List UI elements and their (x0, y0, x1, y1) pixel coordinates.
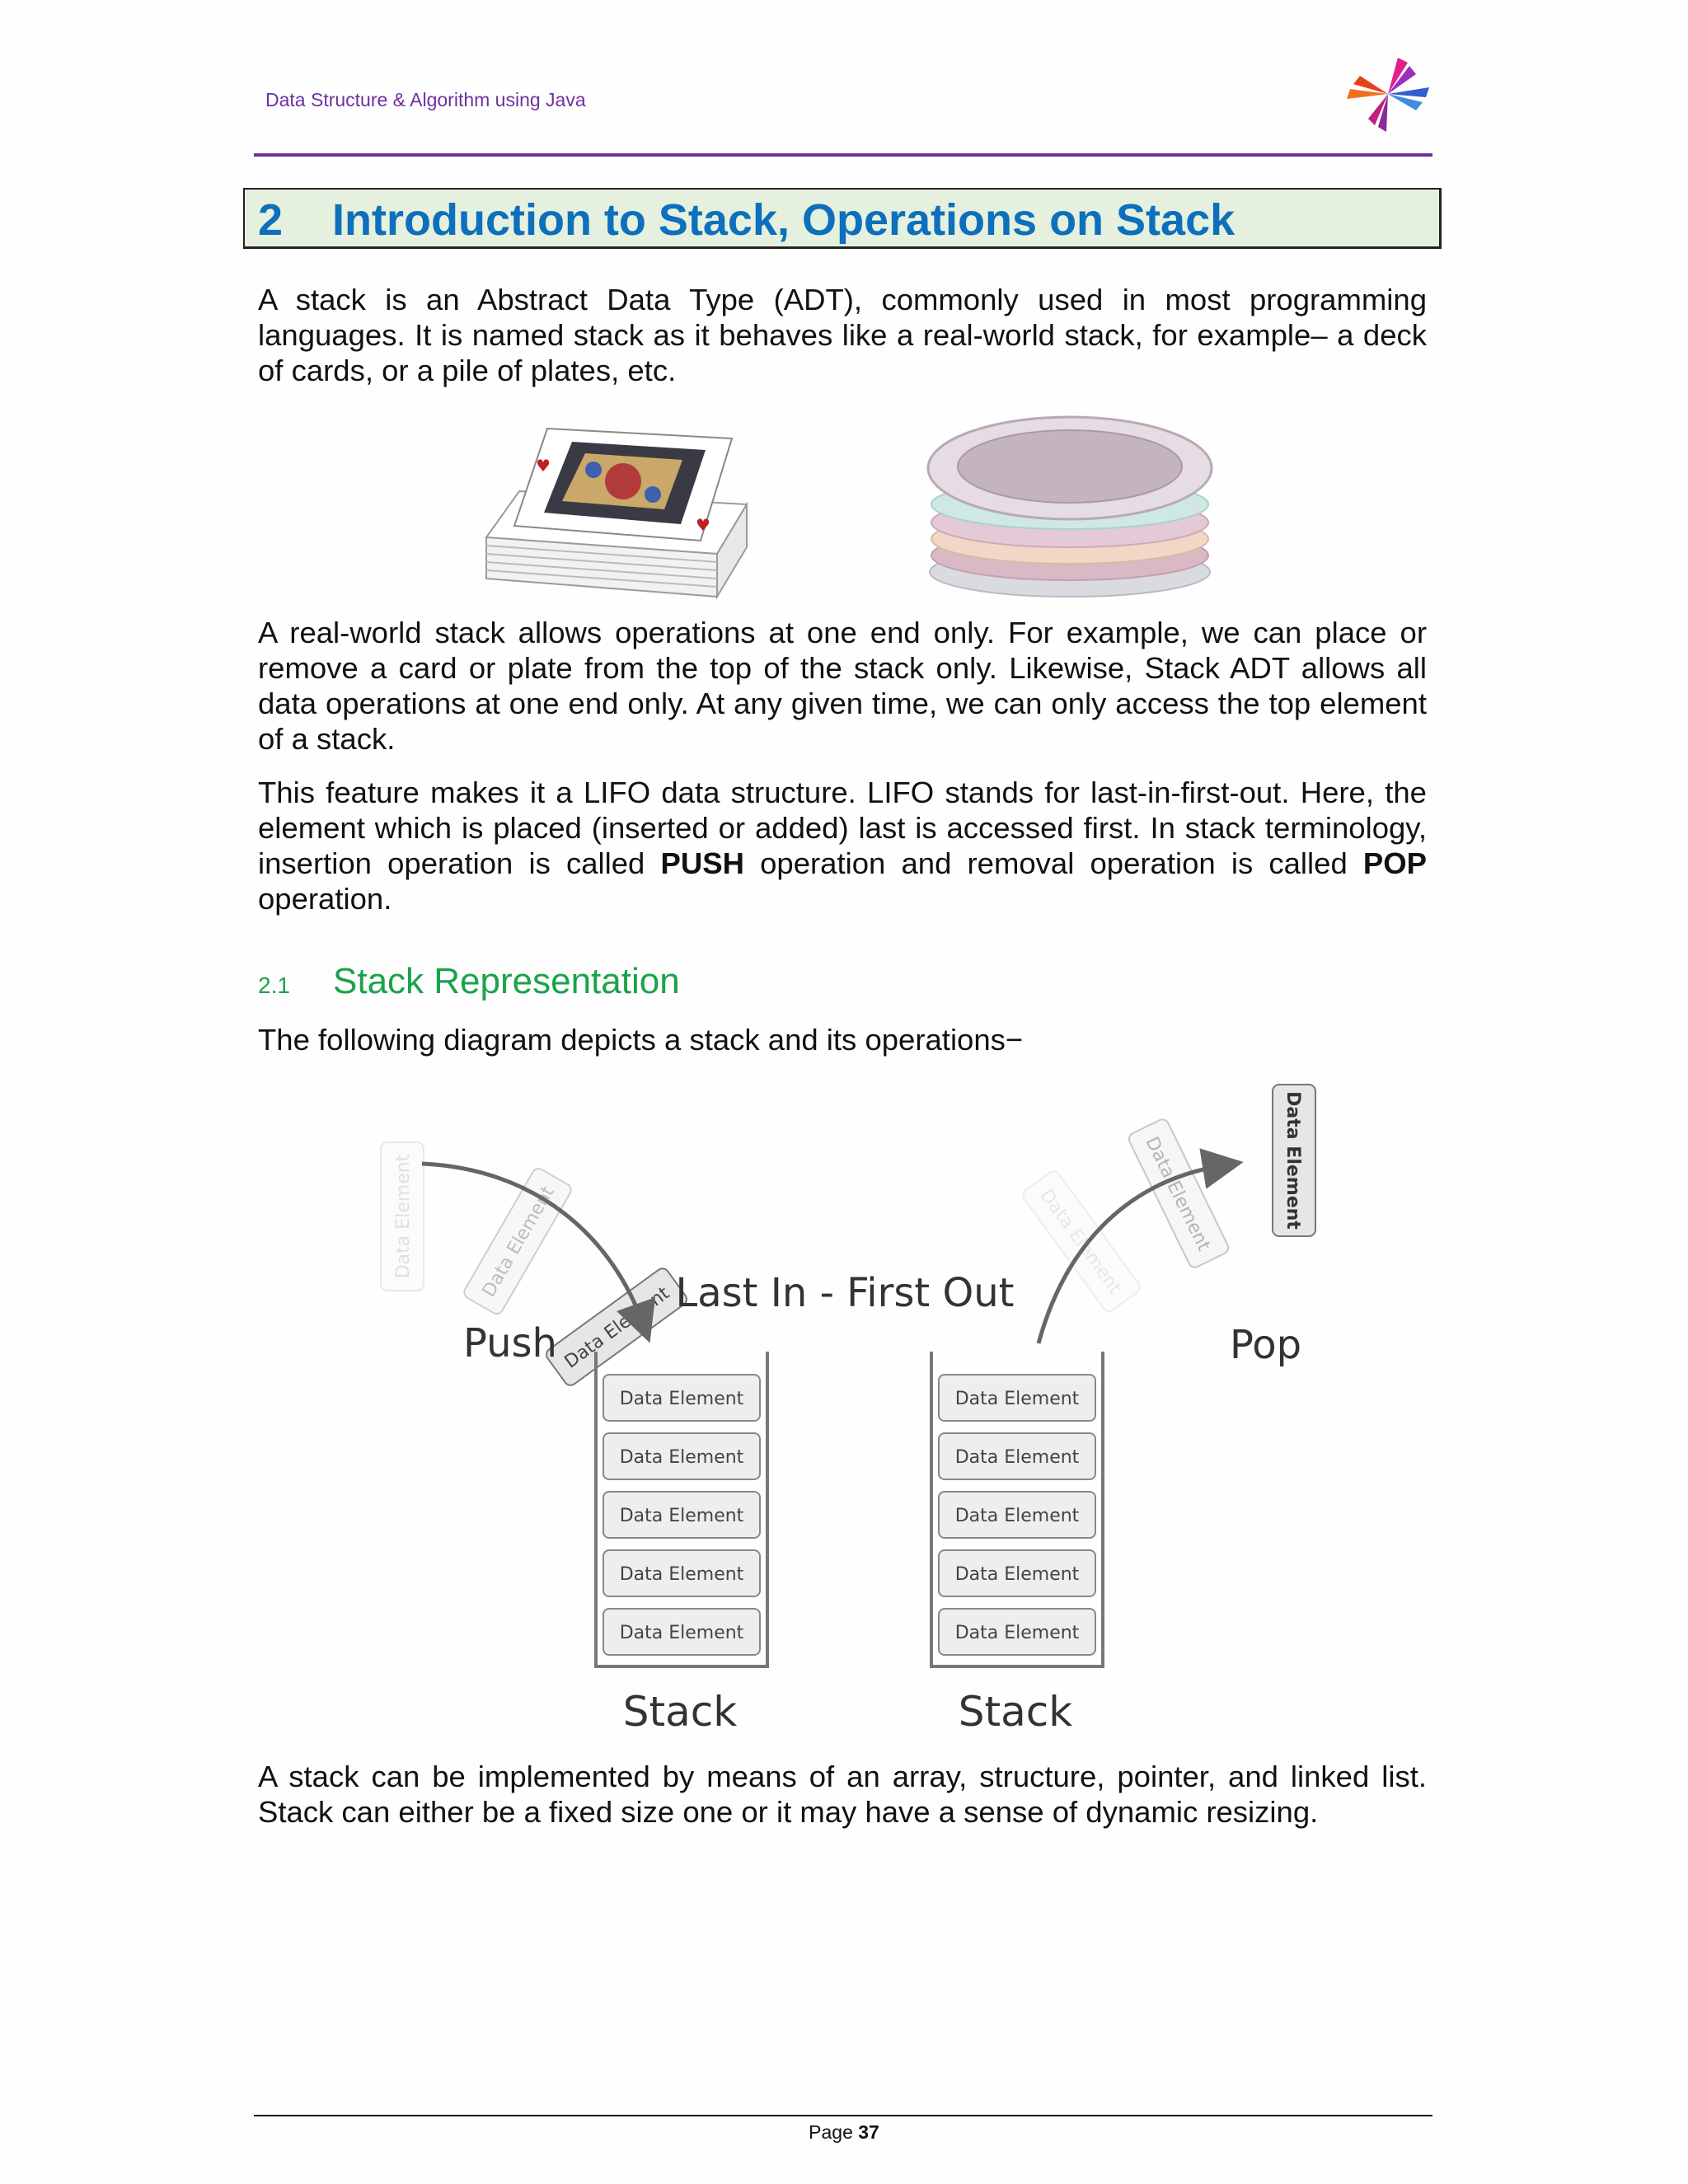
paragraph-implementation: A stack can be implemented by means of an array, structure, pointer, and linked list. Stack can either be a fixed size one or it may have a sense of dynamic resizing. (258, 1760, 1427, 1829)
push-element-faded-2 (462, 1166, 573, 1316)
page-number: 37 (858, 2121, 879, 2143)
section-number: 2.1 (258, 972, 290, 998)
stack-diagram (346, 1071, 1368, 1747)
lifo-text-3: operation. (258, 882, 392, 916)
running-header: Data Structure & Algorithm using Java (265, 89, 586, 110)
popped-element (1273, 1085, 1315, 1236)
right-stack-element-5 (939, 1609, 1095, 1655)
svg-text:♥: ♥ (536, 456, 551, 476)
header-rule (254, 153, 1432, 157)
push-term: PUSH (660, 846, 744, 880)
left-stack-element-3 (603, 1492, 760, 1538)
diagram-heading: Last In - First Out (675, 1270, 1015, 1316)
section-title: Stack Representation (333, 961, 680, 1001)
left-stack-element-4 (603, 1550, 760, 1596)
paragraph-lifo (258, 775, 1427, 916)
right-stack-element-4 (939, 1550, 1095, 1596)
svg-text:Data Element: Data Element (619, 1623, 744, 1643)
push-element-moving (544, 1266, 689, 1388)
pop-term: POP (1362, 846, 1427, 880)
pop-element-faded-1 (1020, 1169, 1142, 1314)
svg-text:Data Element: Data Element (954, 1623, 1080, 1643)
lifo-text-2: operation and removal operation is called (743, 846, 1363, 880)
svg-text:Data Element: Data Element (954, 1564, 1080, 1585)
svg-text:Data Element: Data Element (954, 1389, 1080, 1409)
chapter-number: 2 (258, 195, 284, 245)
deck-of-cards-illustration (470, 422, 758, 605)
pop-label: Pop (1230, 1322, 1302, 1368)
left-stack-element-2 (603, 1433, 760, 1479)
right-stack-element-1 (939, 1375, 1095, 1421)
left-stack-label: Stack (622, 1688, 738, 1736)
pile-of-plates-illustration (921, 410, 1218, 602)
left-stack-element-5 (603, 1609, 760, 1655)
svg-text:♥: ♥ (696, 515, 710, 535)
publisher-logo (1340, 51, 1436, 137)
footer-rule (254, 2115, 1432, 2116)
svg-text:Data Element: Data Element (393, 1154, 414, 1279)
svg-text:Data Element: Data Element (1141, 1133, 1214, 1254)
page-footer (0, 2121, 1688, 2144)
paragraph-real-world: A real-world stack allows operations at one end only. For example, we can place or remove a card or plate from the top of the stack only. Likewise, Stack ADT allows all data operations at one end only. At any given time, we can only access the top element of a stack. (258, 616, 1427, 756)
push-label: Push (463, 1320, 557, 1366)
svg-text:Data Element: Data Element (478, 1183, 559, 1301)
svg-text:Data Element: Data Element (619, 1447, 744, 1468)
lifo-text-1: This feature makes it a LIFO data structure. LIFO stands for last-in-first-out. Here, the element which is placed (inserted or added) last is accessed first. In stack terminology, insertion operation is called (258, 776, 1427, 880)
card-stack (486, 429, 747, 597)
paragraph-diagram-intro: The following diagram depicts a stack and its operations− (258, 1023, 1024, 1057)
svg-text:Data Element: Data Element (1035, 1185, 1126, 1299)
plate-stack (928, 417, 1212, 597)
left-stack-element-1 (603, 1375, 760, 1421)
chapter-title: Introduction to Stack, Operations on Stack (332, 195, 1236, 245)
paragraph-intro: A stack is an Abstract Data Type (ADT), commonly used in most programming languages. It is named stack as it behaves like a real-world stack, for example– a deck of cards, or a pile of plates, etc. (258, 283, 1427, 387)
right-stack-label: Stack (958, 1688, 1073, 1736)
right-stack-element-2 (939, 1433, 1095, 1479)
svg-text:Data Element: Data Element (619, 1564, 744, 1585)
svg-text:Data Element: Data Element (619, 1506, 744, 1526)
page-prefix: Page (809, 2121, 859, 2143)
svg-text:Data Element: Data Element (954, 1447, 1080, 1468)
svg-text:Data Element: Data Element (560, 1282, 674, 1373)
svg-text:Data Element: Data Element (619, 1389, 744, 1409)
svg-text:Data Element: Data Element (954, 1506, 1080, 1526)
chapter-heading (243, 188, 1442, 249)
right-stack-element-3 (939, 1492, 1095, 1538)
push-element-faded-1 (381, 1142, 424, 1291)
svg-text:Data Element: Data Element (1282, 1091, 1303, 1230)
